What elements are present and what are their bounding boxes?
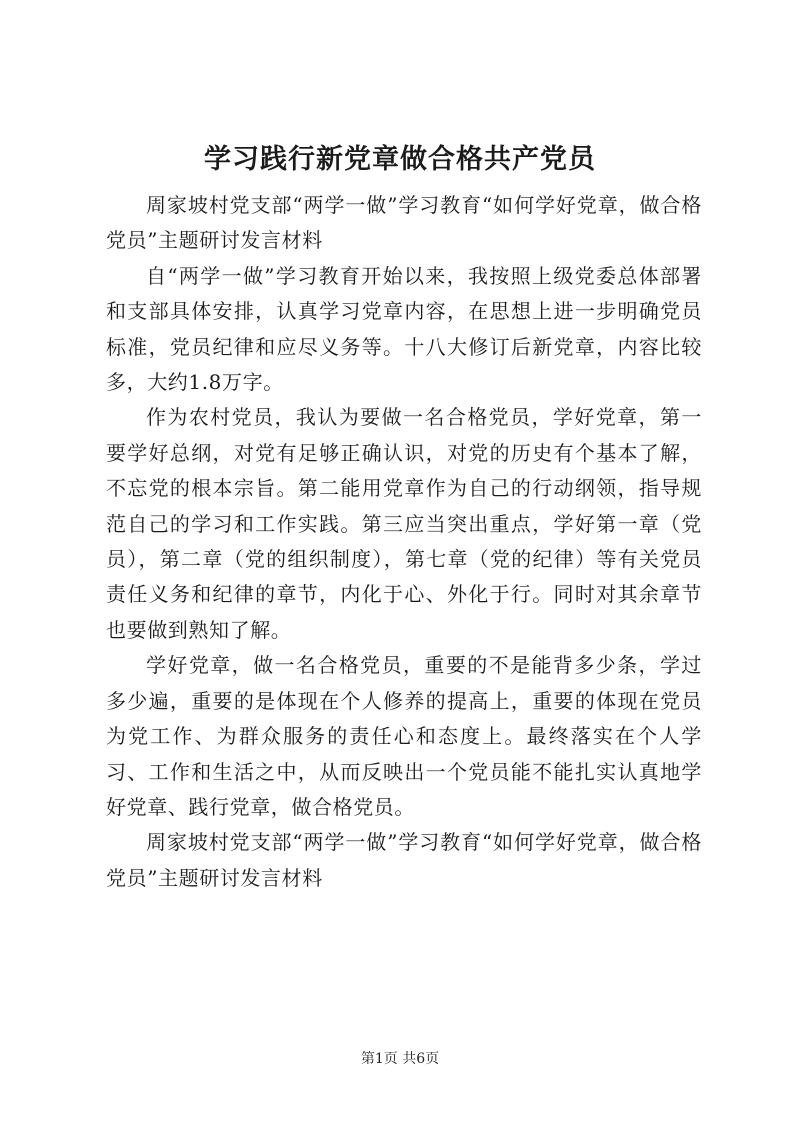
paragraph-repeat-subtitle: 周家坡村党支部“两学一做”学习教育“如何学好党章，做合格党员”主题研讨发言材料 — [106, 830, 702, 890]
document-body — [106, 188, 702, 896]
paragraph-3: 学好党章，做一名合格党员，重要的不是能背多少条，学过多少遍，重要的是体现在个人修养的提高上，重要的体现在党员为党工作、为群众服务的责任心和态度上。最终落实在个人学习、工作和生活之中，从而反映出一个党员能不能扎实认真地学好党章、践行党章，做合格党员。 — [106, 653, 702, 819]
paragraph-2: 作为农村党员，我认为要做一名合格党员，学好党章，第一要学好总纲，对党有足够正确认识，对党的历史有个基本了解，不忘党的根本宗旨。第二能用党章作为自己的行动纲领，指导规范自己的学习和工作实践。第三应当突出重点，学好第一章（党员），第二章（党的组织制度），第七章（党的纪律）等有关党员责任义务和纪律的章节，内化于心、外化于行。同时对其余章节也要做到熟知了解。 — [106, 405, 702, 642]
paragraph-1: 自“两学一做”学习教育开始以来，我按照上级党委总体部署和支部具体安排，认真学习党章内容，在思想上进一步明确党员标准，党员纪律和应尽义务等。十八大修订后新党章，内容比较多，大约1.8万字。 — [106, 263, 702, 395]
paragraph-subtitle: 周家坡村党支部“两学一做”学习教育“如何学好党章，做合格党员”主题研讨发言材料 — [106, 193, 702, 253]
page-number-footer: 第1页 共6页 — [360, 1051, 440, 1067]
document-title: 学习践行新党章做合格共产党员 — [204, 144, 596, 175]
